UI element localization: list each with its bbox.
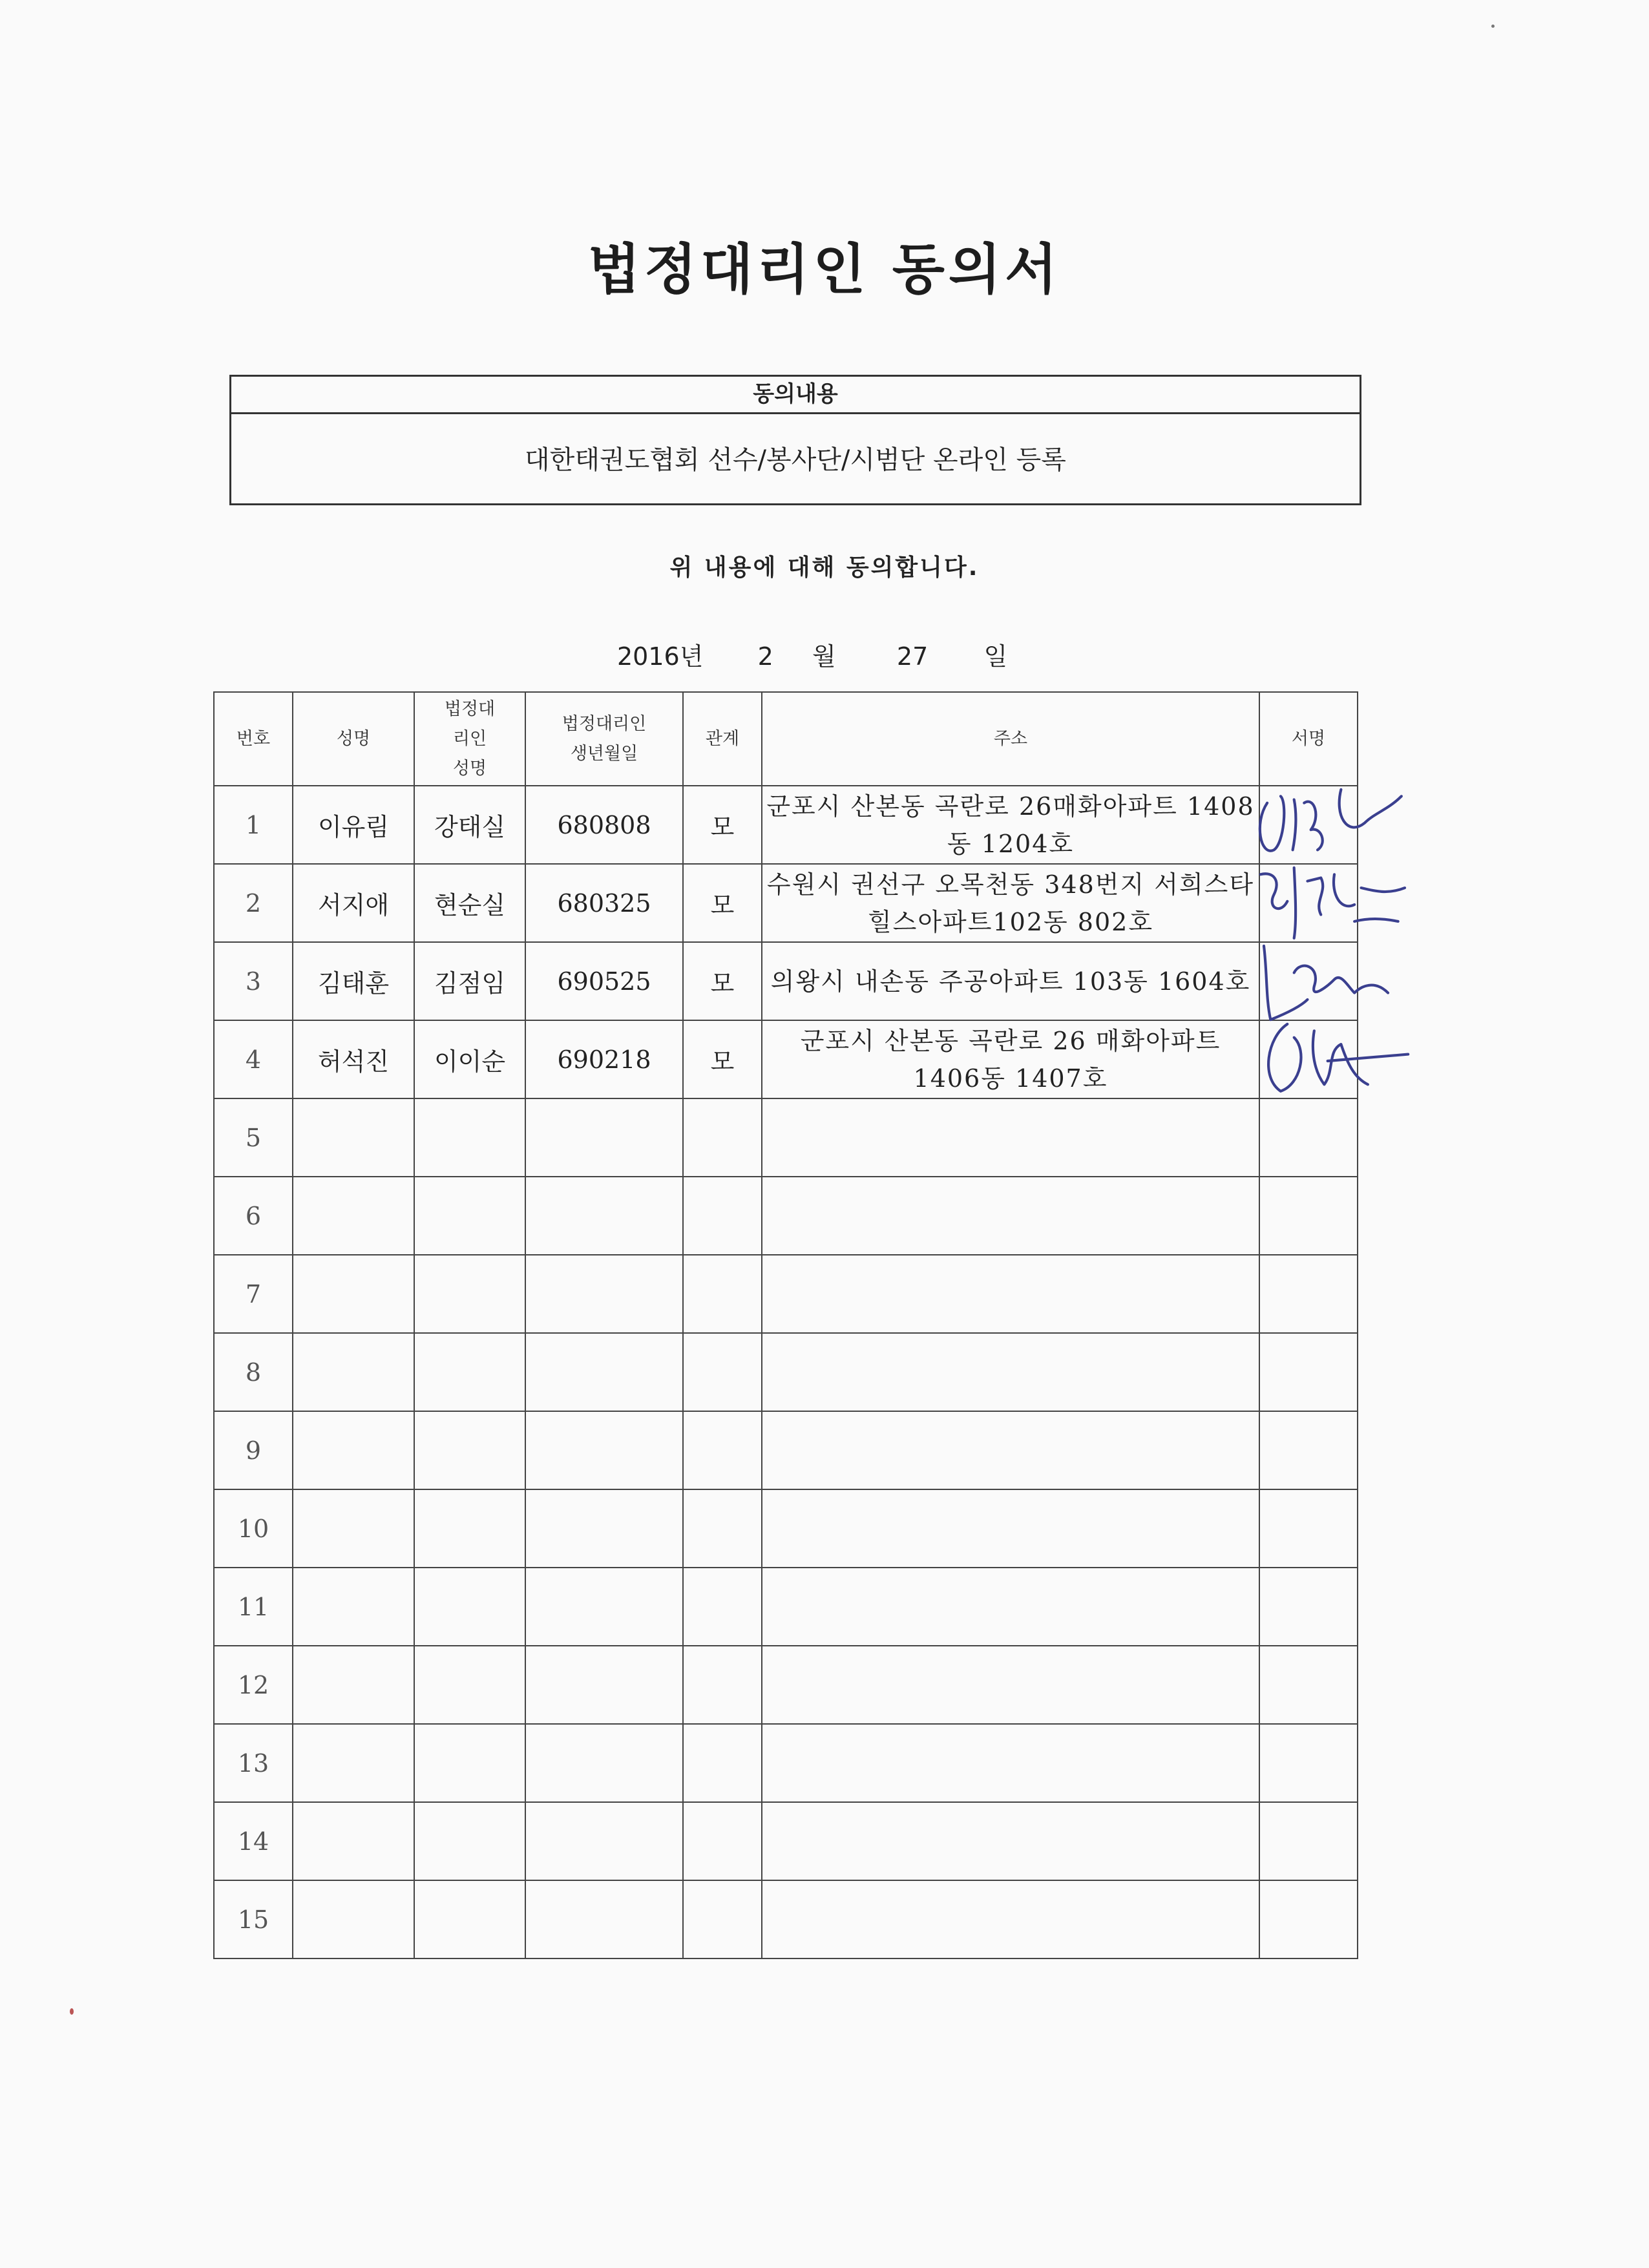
header-label-guardian-birth: 법정대리인 생년월일 <box>562 713 647 764</box>
row-address <box>762 1646 1259 1724</box>
row-number: 4 <box>214 1020 293 1098</box>
table-row <box>214 1255 1358 1333</box>
row-signature <box>1259 1255 1358 1333</box>
date-day-unit: 일 <box>983 642 1008 671</box>
consent-header: 동의내용 <box>231 377 1360 414</box>
row-address <box>762 1333 1259 1411</box>
row-name <box>293 1489 414 1568</box>
table-row <box>214 1646 1358 1724</box>
header-label-relation: 관계 <box>705 728 740 749</box>
row-guardian-name <box>414 1724 525 1802</box>
header-no <box>214 692 293 786</box>
row-address <box>762 1098 1259 1177</box>
row-guardian-name <box>414 1646 525 1724</box>
row-guardian-name: 현순실 <box>414 864 525 942</box>
row-address: 군포시 산본동 곡란로 26 매화아파트 1406동 1407호 <box>762 1020 1259 1098</box>
row-relation: 모 <box>683 942 762 1020</box>
date-month-unit: 월 <box>812 642 836 671</box>
row-name <box>293 1646 414 1724</box>
guardian-roster-table <box>213 691 1358 1959</box>
row-relation <box>683 1489 762 1568</box>
row-address <box>762 1489 1259 1568</box>
row-guardian-name <box>414 1333 525 1411</box>
row-relation <box>683 1333 762 1411</box>
row-relation: 모 <box>683 1020 762 1098</box>
row-relation <box>683 1802 762 1880</box>
row-address <box>762 1724 1259 1802</box>
row-number: 15 <box>214 1880 293 1958</box>
header-name <box>293 692 414 786</box>
row-number: 7 <box>214 1255 293 1333</box>
row-name <box>293 1802 414 1880</box>
row-signature <box>1259 942 1358 1020</box>
row-guardian-birth <box>525 1489 683 1568</box>
header-label-guardian-name: 법정대 리인 성명 <box>444 698 496 779</box>
date-line <box>617 636 1007 672</box>
row-number: 8 <box>214 1333 293 1411</box>
consent-box <box>229 375 1361 505</box>
row-guardian-birth: 690218 <box>525 1020 683 1098</box>
row-signature <box>1259 1411 1358 1489</box>
table-row <box>214 1020 1358 1098</box>
row-signature <box>1259 1724 1358 1802</box>
header-label-name: 성명 <box>336 728 371 749</box>
row-number: 9 <box>214 1411 293 1489</box>
row-number: 14 <box>214 1802 293 1880</box>
table-row <box>214 1411 1358 1489</box>
row-guardian-name: 이이순 <box>414 1020 525 1098</box>
row-address: 수원시 권선구 오목천동 348번지 서희스타힐스아파트102동 802호 <box>762 864 1259 942</box>
row-relation <box>683 1646 762 1724</box>
row-address <box>762 1568 1259 1646</box>
row-guardian-name <box>414 1098 525 1177</box>
row-relation <box>683 1568 762 1646</box>
row-signature <box>1259 786 1358 864</box>
header-label-no: 번호 <box>236 728 271 749</box>
row-guardian-name <box>414 1880 525 1958</box>
row-guardian-birth <box>525 1411 683 1489</box>
row-guardian-birth: 680325 <box>525 864 683 942</box>
table-row <box>214 1333 1358 1411</box>
row-name <box>293 1098 414 1177</box>
row-guardian-birth <box>525 1568 683 1646</box>
row-number: 1 <box>214 786 293 864</box>
row-address <box>762 1802 1259 1880</box>
row-number: 3 <box>214 942 293 1020</box>
agreement-statement: 위 내용에 대해 동의합니다. <box>669 554 980 581</box>
table-header-row <box>214 692 1358 786</box>
table-row <box>214 1489 1358 1568</box>
row-number: 2 <box>214 864 293 942</box>
row-guardian-name <box>414 1802 525 1880</box>
row-relation: 모 <box>683 786 762 864</box>
header-label-signature: 서명 <box>1291 728 1326 749</box>
row-guardian-birth <box>525 1098 683 1177</box>
header-label-address: 주소 <box>993 728 1028 749</box>
row-relation <box>683 1724 762 1802</box>
date-year: 2016년 <box>617 642 704 671</box>
header-address <box>762 692 1259 786</box>
row-number: 5 <box>214 1098 293 1177</box>
row-signature <box>1259 1489 1358 1568</box>
row-signature <box>1259 1802 1358 1880</box>
row-signature <box>1259 1646 1358 1724</box>
row-guardian-birth <box>525 1880 683 1958</box>
row-guardian-birth <box>525 1177 683 1255</box>
table-row <box>214 1568 1358 1646</box>
table-row <box>214 1880 1358 1958</box>
table-row <box>214 786 1358 864</box>
row-guardian-name <box>414 1411 525 1489</box>
header-relation <box>683 692 762 786</box>
row-guardian-name <box>414 1177 525 1255</box>
row-guardian-birth <box>525 1724 683 1802</box>
table-row <box>214 942 1358 1020</box>
row-name <box>293 1568 414 1646</box>
row-signature <box>1259 1333 1358 1411</box>
row-signature <box>1259 1568 1358 1646</box>
row-name <box>293 1333 414 1411</box>
header-guardian-birth <box>525 692 683 786</box>
row-relation <box>683 1880 762 1958</box>
scan-speck <box>70 2008 74 2015</box>
row-guardian-name: 김점임 <box>414 942 525 1020</box>
row-guardian-birth <box>525 1333 683 1411</box>
row-signature <box>1259 864 1358 942</box>
row-relation: 모 <box>683 864 762 942</box>
row-signature <box>1259 1020 1358 1098</box>
table-row <box>214 1724 1358 1802</box>
row-name: 이유림 <box>293 786 414 864</box>
row-name: 서지애 <box>293 864 414 942</box>
date-day: 27 <box>896 642 929 671</box>
row-guardian-birth <box>525 1255 683 1333</box>
row-address: 군포시 산본동 곡란로 26매화아파트 1408동 1204호 <box>762 786 1259 864</box>
row-guardian-name: 강태실 <box>414 786 525 864</box>
row-relation <box>683 1177 762 1255</box>
row-name <box>293 1255 414 1333</box>
row-number: 13 <box>214 1724 293 1802</box>
table-row <box>214 1098 1358 1177</box>
row-relation <box>683 1255 762 1333</box>
row-name <box>293 1411 414 1489</box>
row-name: 김태훈 <box>293 942 414 1020</box>
row-guardian-name <box>414 1489 525 1568</box>
consent-body: 대한태권도협회 선수/봉사단/시범단 온라인 등록 <box>525 445 1066 475</box>
row-number: 6 <box>214 1177 293 1255</box>
table-row <box>214 864 1358 942</box>
header-signature <box>1259 692 1358 786</box>
row-number: 11 <box>214 1568 293 1646</box>
date-month: 2 <box>757 642 773 671</box>
row-relation <box>683 1411 762 1489</box>
header-guardian-name <box>414 692 525 786</box>
row-name <box>293 1177 414 1255</box>
table-row <box>214 1802 1358 1880</box>
table-row <box>214 1177 1358 1255</box>
row-relation <box>683 1098 762 1177</box>
row-guardian-birth: 690525 <box>525 942 683 1020</box>
row-guardian-name <box>414 1568 525 1646</box>
row-number: 10 <box>214 1489 293 1568</box>
row-address <box>762 1411 1259 1489</box>
row-guardian-birth: 680808 <box>525 786 683 864</box>
row-address <box>762 1177 1259 1255</box>
row-guardian-birth <box>525 1646 683 1724</box>
row-name <box>293 1724 414 1802</box>
row-address <box>762 1255 1259 1333</box>
row-address <box>762 1880 1259 1958</box>
scan-speck <box>1491 25 1495 28</box>
document-title: 법정대리인 동의서 <box>587 238 1062 301</box>
row-number: 12 <box>214 1646 293 1724</box>
row-signature <box>1259 1098 1358 1177</box>
row-signature <box>1259 1177 1358 1255</box>
row-name <box>293 1880 414 1958</box>
row-address: 의왕시 내손동 주공아파트 103동 1604호 <box>762 942 1259 1020</box>
row-name: 허석진 <box>293 1020 414 1098</box>
row-signature <box>1259 1880 1358 1958</box>
row-guardian-birth <box>525 1802 683 1880</box>
row-guardian-name <box>414 1255 525 1333</box>
